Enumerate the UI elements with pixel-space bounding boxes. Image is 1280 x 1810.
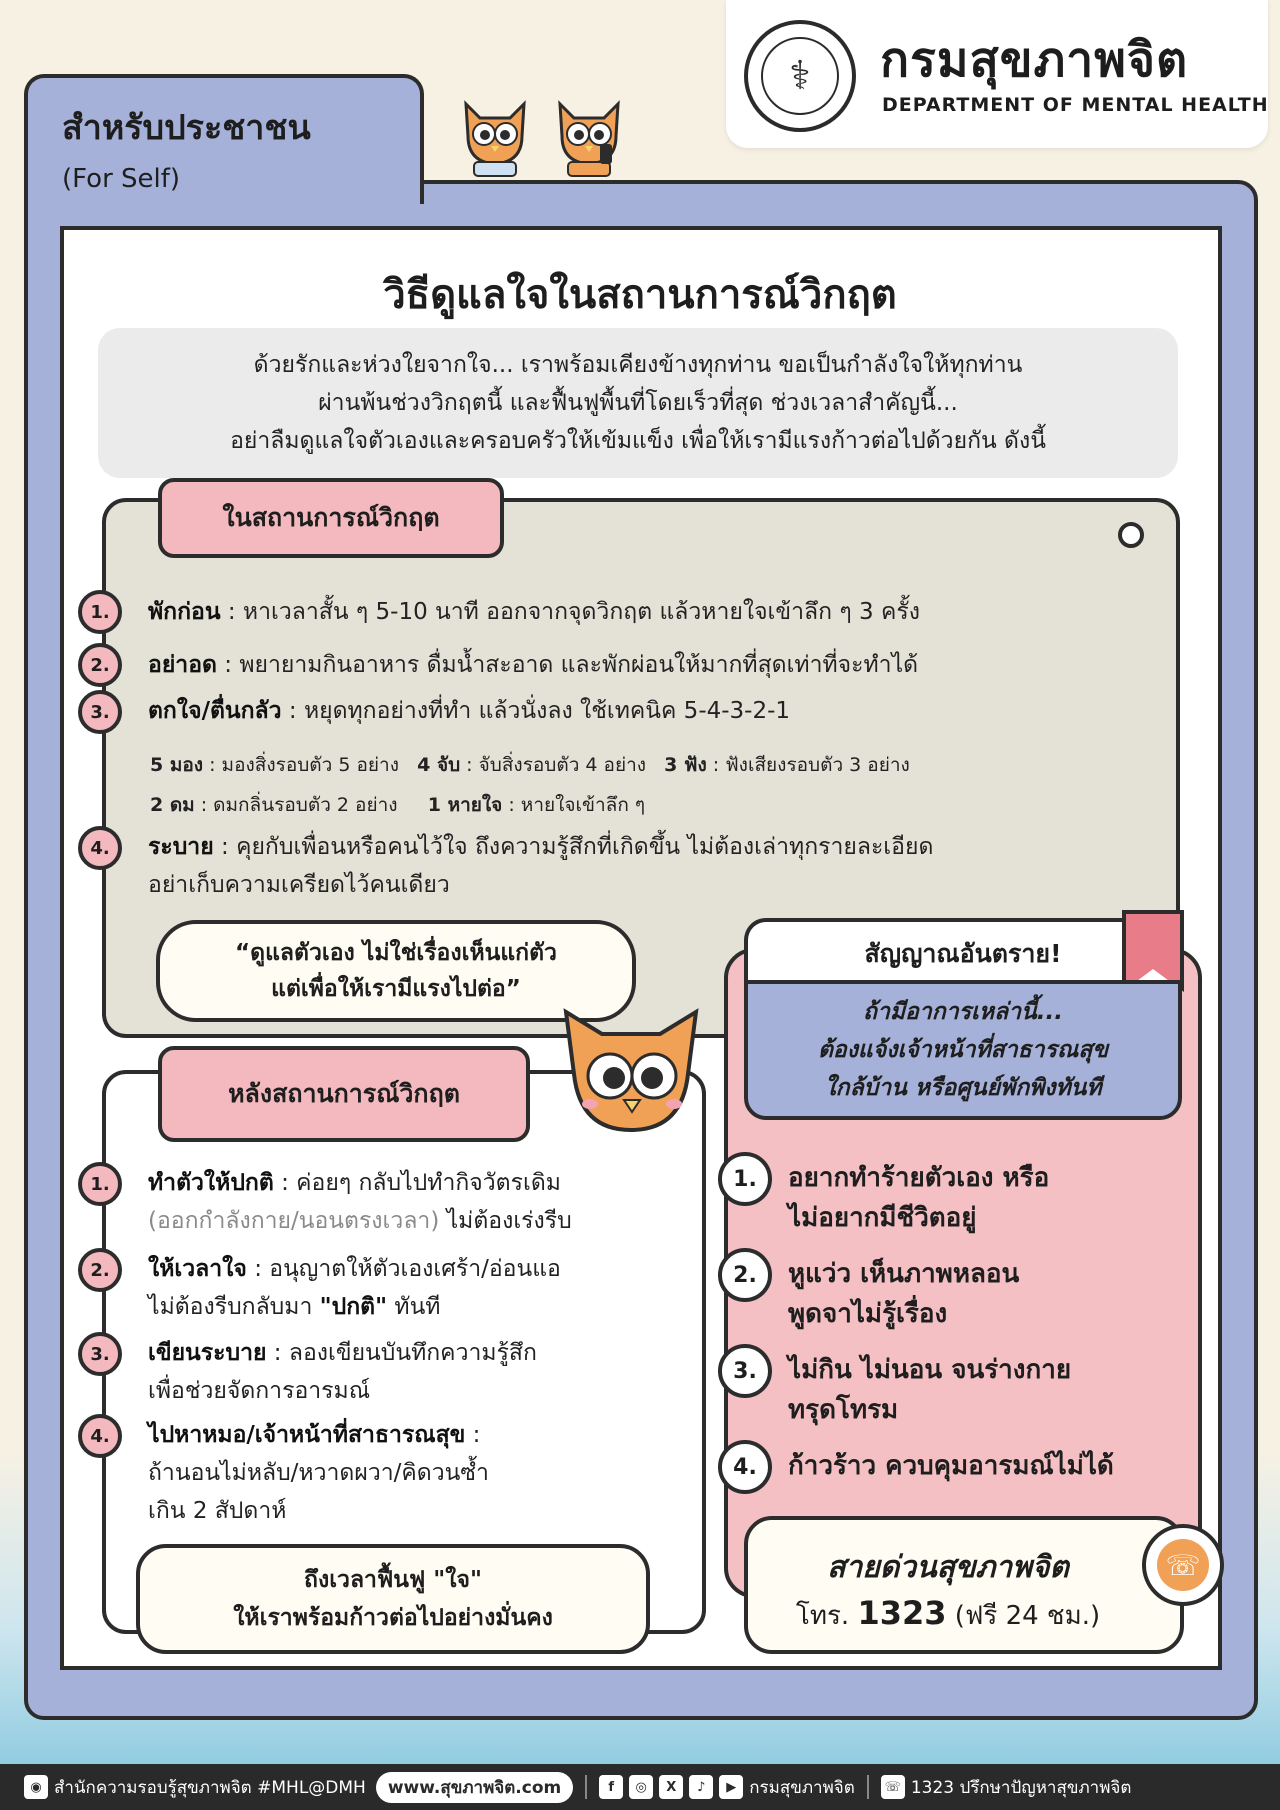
hotline-title: สายด่วนสุขภาพจิต [827,1550,1069,1585]
footer-bar [0,1764,1280,1810]
after-item-head: เขียนระบาย [148,1340,267,1366]
after-item-2 [148,1250,561,1288]
danger-number-1: 1. [718,1152,772,1206]
ministry-seal-icon: ⚕ [744,20,856,132]
crisis-item-text: : หาเวลาสั้น ๆ 5-10 นาที ออกจากจุดวิกฤต แล้วหายใจเข้าลึก ๆ 3 ครั้ง [220,599,920,625]
after-item-4 [148,1416,480,1454]
after-item-text: : ลองเขียนบันทึกความรู้สึก [266,1340,537,1366]
crisis-item-3 [148,692,790,730]
crisis-number-1: 1. [78,590,122,634]
closing-line: ถึงเวลาฟื้นฟู "ใจ" [304,1567,482,1593]
hotline-suffix: (ฟรี 24 ชม.) [946,1601,1101,1631]
department-name-en: DEPARTMENT OF MENTAL HEALTH [882,94,1269,116]
after-item-head: ทำตัวให้ปกติ [148,1170,274,1196]
danger-item-line: ก้าวร้าว ควบคุมอารมณ์ไม่ได้ [788,1451,1114,1481]
crisis-number-2: 2. [78,643,122,687]
tiktok-icon[interactable]: ♪ [689,1775,713,1799]
after-number-3: 3. [78,1332,122,1376]
x-icon[interactable]: X [659,1775,683,1799]
danger-item-4 [788,1446,1114,1486]
danger-number-4: 4. [718,1440,772,1494]
audience-subtitle: (For Self) [62,164,181,194]
intro-line: ผ่านพ้นช่วงวิกฤตนี้ และฟื้นฟูพื้นที่โดยเร็วที่สุด ช่วงเวลาสำคัญนี้... [318,390,958,416]
hotline-prefix: โทร. [795,1601,858,1631]
facebook-icon[interactable]: f [599,1775,623,1799]
danger-item-2 [788,1254,1019,1334]
closing-message [136,1544,650,1654]
after-number-1: 1. [78,1162,122,1206]
technique-head: 3 ฟัง [664,754,707,776]
department-logo [726,0,1268,148]
after-item-note: (ออกกำลังกาย/นอนตรงเวลา) [148,1208,440,1234]
technique-line-1 [150,750,910,780]
owl-mascot-icon [456,92,534,178]
after-item-2-line2 [148,1288,440,1326]
technique-line-2 [150,790,645,820]
after-item-head: ให้เวลาใจ [148,1256,247,1282]
after-item-text: ไม่ต้องรีบกลับมา [148,1294,320,1320]
warning-line: ถ้ามีอาการเหล่านี้... [863,999,1063,1025]
warning-line: ใกล้บ้าน หรือศูนย์พักพิงทันที [824,1075,1102,1101]
owl-mascot-large-icon [556,1000,706,1140]
danger-item-line: ไม่กิน ไม่นอน จนร่างกาย [788,1355,1072,1385]
quote-line: แต่เพื่อให้เรามีแรงไปต่อ” [271,976,521,1002]
after-crisis-label: หลังสถานการณ์วิกฤต [158,1046,530,1142]
footer-divider [585,1775,587,1799]
crisis-item-4 [148,828,933,866]
phone-icon: ☏ [1142,1524,1224,1606]
after-number-2: 2. [78,1248,122,1292]
technique-text: : ดมกลิ่นรอบตัว 2 อย่าง [194,794,398,816]
warning-line: ต้องแจ้งเจ้าหน้าที่สาธารณสุข [817,1037,1109,1063]
intro-line: อย่าลืมดูแลใจตัวเองและครอบครัวให้เข้มแข็ง เพื่อให้เรามีแรงก้าวต่อไปด้วยกัน ดังนี้ [230,428,1046,454]
technique-head: 1 หายใจ [427,794,503,816]
crisis-item-text: : พยายามกินอาหาร ดื่มน้ำสะอาด และพักผ่อนให้มากที่สุดเท่าที่จะทำได้ [216,652,919,678]
danger-item-line: ทรุดโทรม [788,1395,899,1425]
technique-head: 5 มอง [150,754,204,776]
page-title: วิธีดูแลใจในสถานการณ์วิกฤต [383,272,897,318]
crisis-label: ในสถานการณ์วิกฤต [158,478,504,558]
after-item-3 [148,1334,537,1372]
after-item-4-line2: ถ้านอนไม่หลับ/หวาดผวา/คิดวนซ้ำ [148,1460,489,1486]
danger-item-1 [788,1158,1049,1238]
crisis-item-text: : คุยกับเพื่อนหรือคนไว้ใจ ถึงความรู้สึกที่เกิดขึ้น ไม่ต้องเล่าทุกรายละเอียด [213,834,934,860]
after-number-4: 4. [78,1414,122,1458]
technique-text: : จับสิ่งรอบตัว 4 อย่าง [460,754,647,776]
owl-logo-icon: ◉ [24,1775,48,1799]
danger-warning [744,980,1182,1120]
owl-mascot-with-phone-icon [550,92,628,178]
hotline-digits[interactable]: 1323 [857,1594,947,1632]
crisis-item-1 [148,593,920,631]
hotline-number [748,1594,1148,1636]
audience-title: สำหรับประชาชน [62,108,311,148]
phone-icon: ☏ [881,1775,905,1799]
after-item-4-line3: เกิน 2 สัปดาห์ [148,1498,287,1524]
danger-item-line: อยากทำร้ายตัวเอง หรือ [788,1163,1050,1193]
instagram-icon[interactable]: ◎ [629,1775,653,1799]
footer-website-link[interactable]: www.สุขภาพจิต.com [376,1772,573,1803]
technique-text: : ฟังเสียงรอบตัว 3 อย่าง [706,754,910,776]
audience-tab [24,74,424,204]
after-item-text: : อนุญาตให้ตัวเองเศร้า/อ่อนแอ [246,1256,561,1282]
crisis-item-2 [148,646,918,684]
footer-hotline[interactable]: 1323 ปรึกษาปัญหาสุขภาพจิต [910,1777,1132,1798]
after-item-text: ไม่ต้องเร่งรีบ [439,1208,572,1234]
after-item-text: ทันที [387,1294,441,1320]
after-item-1 [148,1164,561,1202]
crisis-item-4-line2: อย่าเก็บความเครียดไว้คนเดียว [148,872,450,898]
quote-line: “ดูแลตัวเอง ไม่ใช่เรื่องเห็นแก่ตัว [235,940,557,966]
footer-divider [867,1775,869,1799]
crisis-number-4: 4. [78,826,122,870]
footer-social-name: กรมสุขภาพจิต [749,1777,855,1798]
technique-head: 4 จับ [417,754,461,776]
after-item-text: : [465,1422,481,1448]
danger-item-line: พูดจาไม่รู้เรื่อง [788,1299,948,1329]
department-name-th: กรมสุขภาพจิต [880,32,1189,88]
crisis-item-head: ระบาย [148,834,214,860]
hotline-box [744,1516,1184,1654]
danger-item-line: หูแว่ว เห็นภาพหลอน [788,1259,1020,1289]
crisis-item-head: อย่าอด [148,652,217,678]
after-item-emphasis: "ปกติ" [319,1294,388,1320]
danger-number-3: 3. [718,1344,772,1398]
crisis-item-text: : หยุดทุกอย่างที่ทำ แล้วนั่งลง ใช้เทคนิค 5-4-3-2-1 [281,698,791,724]
danger-label: สัญญาณอันตราย! [744,918,1182,986]
footer-org: สำนักความรอบรู้สุขภาพจิต #MHL@DMH [54,1777,366,1798]
after-item-1-line2 [148,1202,572,1240]
danger-item-3 [788,1350,1071,1430]
after-item-3-line2: เพื่อช่วยจัดการอารมณ์ [148,1378,371,1404]
crisis-item-head: พักก่อน [148,599,221,625]
card-hole-icon [1118,522,1144,548]
technique-head: 2 ดม [150,794,195,816]
intro-box [98,328,1178,478]
danger-item-line: ไม่อยากมีชีวิตอยู่ [788,1203,977,1233]
technique-text: : มองสิ่งรอบตัว 5 อย่าง [203,754,399,776]
technique-text: : หายใจเข้าลึก ๆ [502,794,646,816]
youtube-icon[interactable]: ▶ [719,1775,743,1799]
crisis-item-head: ตกใจ/ตื่นกลัว [148,698,282,724]
after-item-head: ไปหาหมอ/เจ้าหน้าที่สาธารณสุข [148,1422,466,1448]
intro-line: ด้วยรักและห่วงใยจากใจ... เราพร้อมเคียงข้างทุกท่าน ขอเป็นกำลังใจให้ทุกท่าน [253,352,1023,378]
danger-number-2: 2. [718,1248,772,1302]
after-item-text: : ค่อยๆ กลับไปทำกิจวัตรเดิม [273,1170,561,1196]
crisis-number-3: 3. [78,690,122,734]
closing-line: ให้เราพร้อมก้าวต่อไปอย่างมั่นคง [233,1605,553,1631]
